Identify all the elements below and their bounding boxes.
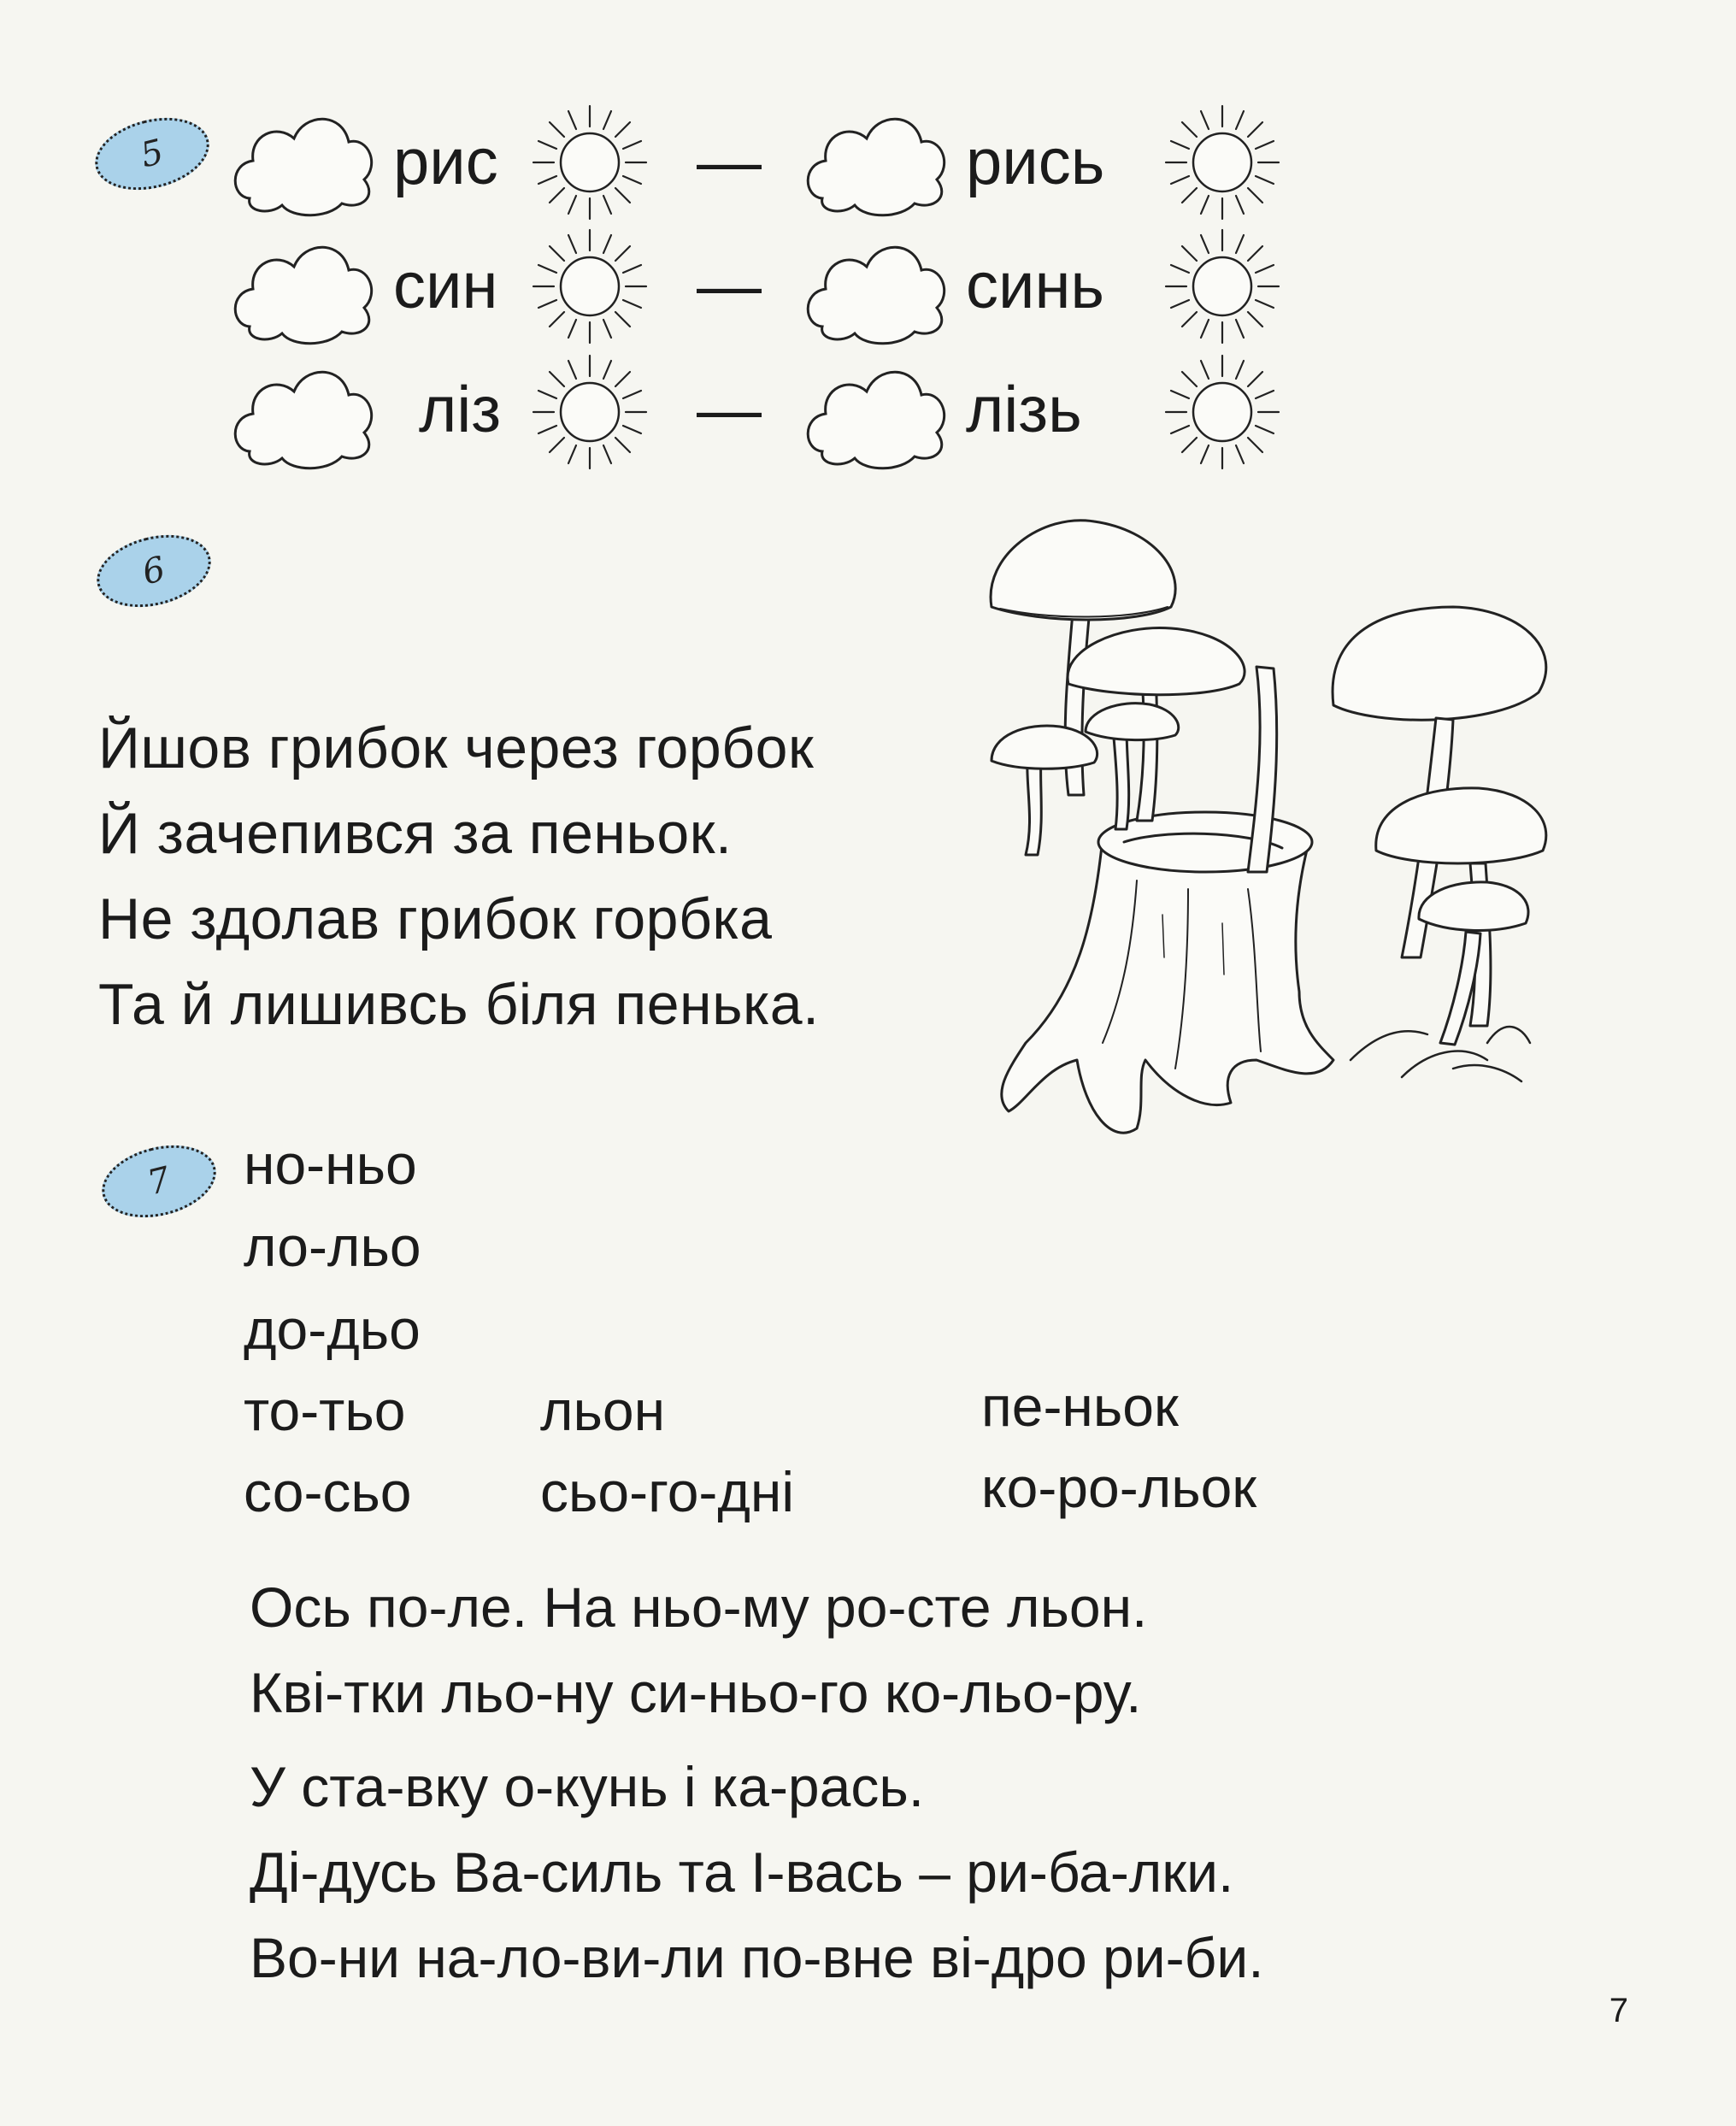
reading-paragraph-2 bbox=[250, 1744, 1264, 2000]
sun-icon[interactable] bbox=[590, 286, 591, 287]
mushrooms-stump-illustration bbox=[974, 513, 1590, 1163]
cloud-icon[interactable] bbox=[805, 104, 950, 224]
paragraph-line: Во-ни на-ло-ви-ли по-вне ві-дро ри-би. bbox=[250, 1926, 1264, 1989]
word-liz-soft: лізь bbox=[966, 374, 1082, 446]
word-sohodni: сьо-го-дні bbox=[540, 1460, 794, 1523]
sun-icon[interactable] bbox=[590, 412, 591, 413]
exercise-5-number: 5 bbox=[137, 132, 168, 176]
poem bbox=[98, 705, 819, 1047]
sun-icon[interactable] bbox=[590, 162, 591, 163]
paragraph-line: У ста-вку о-кунь і ка-рась. bbox=[250, 1755, 925, 1818]
paragraph-line: Кві-тки льо-ну си-ньо-го ко-льо-ру. bbox=[250, 1661, 1142, 1724]
poem-line: Та й лишивсь біля пенька. bbox=[98, 972, 820, 1037]
page-number: 7 bbox=[1609, 1992, 1628, 2029]
cloud-icon[interactable] bbox=[232, 104, 378, 224]
sun-icon[interactable] bbox=[1222, 412, 1223, 413]
word-syn: син bbox=[393, 250, 498, 322]
dash: — bbox=[697, 374, 762, 446]
word-lon: льон bbox=[540, 1379, 666, 1442]
word-ris: рис bbox=[393, 126, 498, 198]
paragraph-line: Ось по-ле. На ньо-му ро-сте льон. bbox=[250, 1575, 1148, 1639]
sun-icon[interactable] bbox=[1222, 286, 1223, 287]
poem-line: Й зачепився за пеньок. bbox=[98, 801, 733, 866]
cloud-icon[interactable] bbox=[805, 233, 950, 352]
syllable-2: ло-льо bbox=[244, 1215, 421, 1278]
dash: — bbox=[697, 250, 762, 322]
cloud-icon[interactable] bbox=[232, 357, 378, 477]
exercise-7-badge bbox=[94, 1134, 223, 1229]
cloud-icon[interactable] bbox=[805, 357, 950, 477]
syllable-5: со-сьо bbox=[244, 1460, 412, 1523]
word-syn-soft: синь bbox=[966, 250, 1105, 322]
poem-line: Йшов грибок через горбок bbox=[98, 716, 815, 780]
exercise-6-badge bbox=[89, 524, 218, 619]
exercise-7-number: 7 bbox=[144, 1159, 174, 1204]
word-korolok: ко-ро-льок bbox=[981, 1456, 1257, 1519]
sun-icon[interactable] bbox=[1222, 162, 1223, 163]
syllable-3: до-дьо bbox=[244, 1298, 421, 1361]
syllable-4: то-тьо bbox=[244, 1379, 406, 1442]
poem-line: Не здолав грибок горбка bbox=[98, 886, 773, 951]
paragraph-line: Ді-дусь Ва-силь та І-вась – ри-ба-лки. bbox=[250, 1840, 1234, 1904]
word-liz: ліз bbox=[419, 374, 502, 446]
exercise-6-number: 6 bbox=[138, 549, 169, 593]
exercise-5-badge bbox=[87, 107, 216, 202]
syllable-1: но-ньо bbox=[244, 1133, 417, 1196]
cloud-icon[interactable] bbox=[232, 233, 378, 352]
word-penok: пе-ньок bbox=[981, 1375, 1179, 1438]
dash: — bbox=[697, 126, 762, 198]
word-rys: рись bbox=[966, 126, 1105, 198]
reading-paragraph-1 bbox=[250, 1564, 1147, 1735]
